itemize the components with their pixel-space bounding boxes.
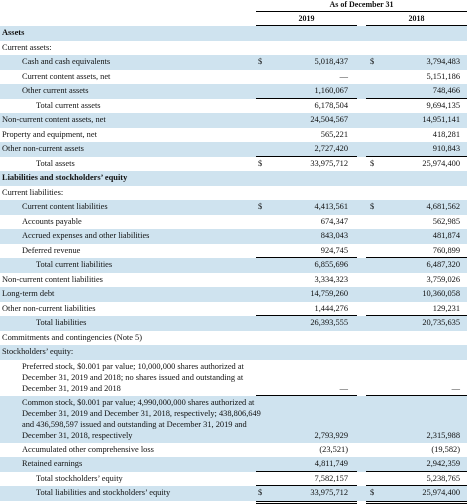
row-label: Assets (2, 28, 25, 37)
value-2018: 562,985 (432, 216, 460, 226)
row-label: Total liabilities (36, 318, 87, 327)
currency-symbol: $ (258, 158, 263, 168)
value-2019: 674,347 (320, 216, 348, 226)
value-2018: 5,238,765 (426, 473, 460, 483)
row-non-current-content-liabilities (0, 273, 467, 288)
row-accounts-payable (0, 215, 467, 230)
value-2019: 3,334,323 (314, 274, 348, 284)
value-2019: 14,759,260 (310, 289, 348, 298)
total-double-rule (256, 501, 357, 504)
row-label: Cash and cash equivalents (22, 57, 111, 66)
row-total-liabilities (0, 316, 467, 331)
value-2018: 3,794,483 (426, 57, 460, 66)
value-2018: 910,843 (432, 144, 460, 153)
row-assets (0, 26, 467, 41)
row-long-term-debt (0, 287, 467, 302)
value-2019: 843,043 (320, 231, 348, 240)
value-2018: 14,951,141 (422, 115, 460, 124)
value-2018: 2,942,359 (426, 459, 460, 468)
value-2019: 24,504,567 (310, 115, 348, 124)
value-2019: — (339, 383, 348, 393)
row-label: Current content assets, net (22, 71, 111, 81)
value-2019: 2,727,420 (314, 144, 348, 153)
value-2019: 2,793,929 (314, 430, 348, 440)
currency-symbol: $ (370, 202, 375, 211)
value-2018: 748,466 (432, 86, 460, 95)
row-current-assets (0, 41, 467, 56)
row-label: Long-term debt (2, 289, 55, 298)
row-label: Current liabilities: (2, 187, 64, 197)
value-2018: (19,582) (431, 444, 460, 454)
value-2018: 129,231 (432, 303, 460, 313)
currency-symbol: $ (258, 202, 263, 211)
total-double-rule (366, 501, 467, 504)
row-label: Total liabilities and stockholders’ equity (36, 488, 171, 497)
row-accumulated-other-comprehensive-loss (0, 443, 467, 458)
row-current-content-liabilities (0, 200, 467, 215)
row-non-current-content-assets-net (0, 113, 467, 128)
row-other-non-current-liabilities (0, 302, 467, 317)
row-total-current-assets (0, 99, 467, 114)
value-2018: 418,281 (432, 129, 460, 139)
row-accrued-expenses-and-other-liabilities (0, 229, 467, 244)
value-2018: 10,360,058 (422, 289, 460, 298)
row-stockholders-equity (0, 345, 467, 360)
row-property-and-equipment-net (0, 128, 467, 143)
row-label: Total current assets (36, 100, 101, 110)
value-2018: 25,974,400 (422, 488, 460, 497)
row-label: Commitments and contingencies (Note 5) (2, 332, 143, 342)
row-label: Retained earnings (22, 459, 83, 468)
row-total-stockholders-equity (0, 472, 467, 487)
value-2019: 26,393,555 (310, 318, 348, 327)
value-2018: 3,759,026 (426, 274, 460, 284)
value-2019: 6,855,696 (314, 260, 348, 269)
value-2019: 6,178,504 (314, 100, 348, 110)
value-2018: 760,899 (432, 245, 460, 255)
row-current-content-assets-net (0, 70, 467, 85)
row-label: Non-current content assets, net (2, 115, 106, 124)
currency-symbol: $ (370, 158, 375, 168)
value-2019: 1,160,067 (314, 86, 348, 95)
row-deferred-revenue (0, 244, 467, 259)
row-preferred-stock-0-001-par-value-10-000-0 (0, 360, 467, 396)
currency-symbol: $ (258, 57, 263, 66)
row-label: Stockholders’ equity: (2, 347, 74, 356)
value-2018: 9,694,135 (426, 100, 460, 110)
row-liabilities-and-stockholders-equity (0, 171, 467, 186)
row-total-liabilities-and-stockholders-equit (0, 486, 467, 501)
row-label: Accounts payable (22, 216, 82, 226)
row-label: Other non-current liabilities (2, 303, 96, 313)
row-cash-and-cash-equivalents (0, 55, 467, 70)
value-2018: 481,874 (432, 231, 460, 240)
row-label: Total assets (36, 158, 75, 168)
value-2019: 565,221 (320, 129, 348, 139)
value-2019: 1,444,276 (314, 303, 348, 313)
year-2019-header: 2019 (298, 14, 315, 23)
value-2019: (23,521) (319, 444, 348, 454)
value-2019: 5,018,437 (314, 57, 348, 66)
row-total-current-liabilities (0, 258, 467, 273)
value-2018: 20,735,635 (422, 318, 460, 327)
value-2019: 4,811,749 (314, 459, 348, 468)
row-current-liabilities (0, 186, 467, 201)
row-label: Preferred stock, $0.001 par value; 10,000,000 shares authorized at December 31, 2019 and 2018; no shares issued and outstanding at December 31, 2019 and 2018 (22, 361, 244, 393)
value-2019: 924,745 (320, 245, 348, 255)
header-rule (256, 11, 467, 12)
row-label: Other current assets (22, 86, 89, 95)
currency-symbol: $ (370, 57, 375, 66)
value-2019: 33,975,712 (310, 488, 348, 497)
row-common-stock-0-001-par-value-4-990-000-0 (0, 396, 467, 443)
value-2019: — (339, 71, 348, 81)
row-other-current-assets (0, 84, 467, 99)
row-total-assets (0, 157, 467, 172)
row-label: Total stockholders’ equity (36, 473, 123, 483)
row-commitments-and-contingencies-note-5 (0, 331, 467, 346)
value-2019: 33,975,712 (310, 158, 348, 168)
row-label: Common stock, $0.001 par value; 4,990,000,000 shares authorized at December 31, 2019 and December 31, 2018, respectively; 438,806,649 and 436,598,597 issued and outstanding at December 31, 2019 and December 31, 2018, respectively (22, 397, 261, 440)
balance-sheet-rows (0, 26, 467, 501)
row-other-non-current-assets (0, 142, 467, 157)
row-label: Liabilities and stockholders’ equity (2, 173, 128, 182)
row-label: Current content liabilities (22, 202, 108, 211)
row-label: Total current liabilities (36, 260, 113, 269)
row-label: Accumulated other comprehensive loss (22, 444, 154, 454)
row-label: Accrued expenses and other liabilities (22, 231, 150, 240)
currency-symbol: $ (258, 488, 263, 497)
value-2019: 7,582,157 (314, 473, 348, 483)
value-2018: — (451, 383, 460, 393)
row-label: Property and equipment, net (2, 129, 97, 139)
row-label: Current assets: (2, 42, 52, 52)
period-header: As of December 31 (329, 0, 394, 9)
value-2018: 2,315,988 (426, 430, 460, 440)
row-label: Non-current content liabilities (2, 274, 103, 284)
row-retained-earnings (0, 457, 467, 472)
currency-symbol: $ (370, 488, 375, 497)
value-2018: 6,487,320 (426, 260, 460, 269)
value-2018: 4,681,562 (426, 202, 460, 211)
row-label: Deferred revenue (22, 245, 81, 255)
value-2019: 4,413,561 (314, 202, 348, 211)
row-label: Other non-current assets (2, 144, 84, 153)
year-2018-header: 2018 (408, 14, 425, 23)
value-2018: 5,151,186 (426, 71, 460, 81)
value-2018: 25,974,400 (422, 158, 460, 168)
